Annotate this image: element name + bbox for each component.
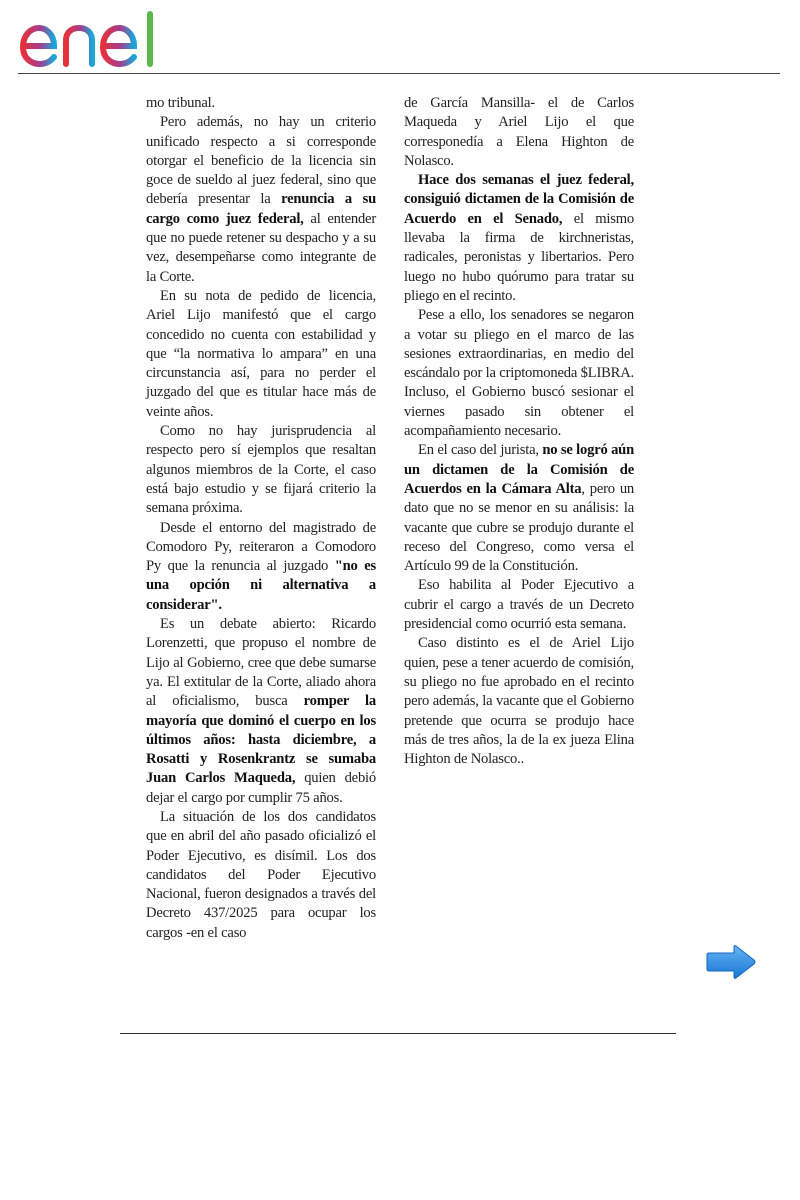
article-column-left: [146, 94, 376, 943]
text-run: de García Mansilla- el de Carlos Maqueda y Ariel Lijo el que corresponedía a Elena Highton de Nolasco.: [404, 95, 634, 169]
text-run: mo tribunal.: [146, 95, 215, 111]
arrow-right-icon[interactable]: [704, 944, 756, 980]
text-run: al entender que no puede retener su despacho y a su vez, desempeñarse como integrante de la Corte.: [146, 210, 376, 285]
article-paragraph: [404, 306, 634, 441]
text-run: , pero un dato que no se menor en su análisis: la vacante que cubre se produjo durante el receso del Congreso, como versa el Artículo 99 de la Constitución.: [404, 480, 635, 575]
text-run: Pero además, no hay un criterio unificado respecto a si corresponde otorgar el beneficio de la licencia sin goce de sueldo al juez federal, sino que debería presentar la: [146, 114, 376, 208]
article-paragraph: [404, 94, 634, 171]
article-paragraph: [146, 287, 376, 422]
text-run: En su nota de pedido de licencia, Ariel Lijo manifestó que el cargo concedido no cuenta con estabilidad y que “la normativa lo ampara” en una circunstancia así, para no perder el juzgado del que es titular hace más de veinte años.: [146, 287, 376, 420]
bold-text: Hace dos semanas el juez federal, consiguió dictamen de la Comisión de Acuerdo en el Senado,: [404, 172, 634, 227]
text-run: Como no hay jurisprudencia al respecto pero sí ejemplos que resaltan algunos miembros de la Corte, el caso está bajo estudio y se fijará criterio la semana próxima.: [146, 423, 376, 517]
enel-logo: [16, 8, 176, 72]
article-paragraph: [404, 576, 634, 634]
text-run: La situación de los dos candidatos que en abril del año pasado oficializó el Poder Ejecutivo, es disímil. Los dos candidatos del Poder Ejecutivo Nacional, fueron designados a través del Decreto 437/2025 para ocupar los cargos -en el caso: [146, 808, 376, 941]
text-run: Caso distinto es el de Ariel Lijo quien, pese a tener acuerdo de comisión, su pliego no fue aprobado en el recinto pero además, la vacante que el Gobierno pretende que ocurra se produjo hace más de tres años, la de la ex jueza Elina Highton de Nolasco..: [404, 635, 634, 768]
article-column-right: [404, 94, 634, 769]
article-paragraph: [146, 615, 376, 808]
bold-text: renuncia a su cargo como juez federal,: [146, 191, 376, 227]
text-run: Eso habilita al Poder Ejecutivo a cubrir el cargo a través de un Decreto presidencial como ocurrió esta semana.: [404, 577, 634, 633]
article-paragraph: [146, 422, 376, 518]
article-paragraph: [146, 94, 376, 113]
article-paragraph: [146, 113, 376, 287]
text-run: Pese a ello, los senadores se negaron a votar su pliego en el marco de las sesiones extraordinarias, en medio del escándalo por la criptomoneda $LIBRA. Incluso, el Gobierno buscó sesionar el viernes pasado sin obtener el acompañamiento necesario.: [404, 307, 634, 440]
article-paragraph: [404, 441, 634, 576]
article-paragraph: [146, 519, 376, 615]
bold-text: no se logró aún un dictamen de la Comisión de Acuerdos en la Cámara Alta: [404, 442, 634, 497]
text-run: quien debió dejar el cargo por cumplir 75 años.: [146, 770, 376, 806]
article-paragraph: [404, 634, 634, 769]
text-run: Desde el entorno del magistrado de Comodoro Py, reiteraron a Comodoro Py que la renuncia al juzgado: [146, 519, 376, 575]
footer-divider: [120, 1033, 676, 1034]
article-paragraph: [404, 171, 634, 306]
text-run: Es un debate abierto: Ricardo Lorenzetti, que propuso el nombre de Lijo al Gobierno, cree que debe sumarse ya. El extitular de la Corte, aliado ahora al oficialismo, busca: [146, 616, 376, 710]
text-run: el mismo llevaba la firma de kirchneristas, radicales, peronistas y libertarios. Pero luego no hubo quórumo para tratar su pliego en el recinto.: [404, 210, 634, 304]
bold-text: romper la mayoría que dominó el cuerpo en los últimos años: hasta diciembre, a Rosatti y Rosenkrantz se sumaba Juan Carlos Maqueda,: [146, 693, 376, 787]
header-divider: [18, 73, 780, 74]
article-paragraph: [146, 808, 376, 943]
bold-text: "no es una opción ni alternativa a considerar".: [146, 558, 376, 613]
text-run: En el caso del jurista,: [418, 442, 543, 459]
